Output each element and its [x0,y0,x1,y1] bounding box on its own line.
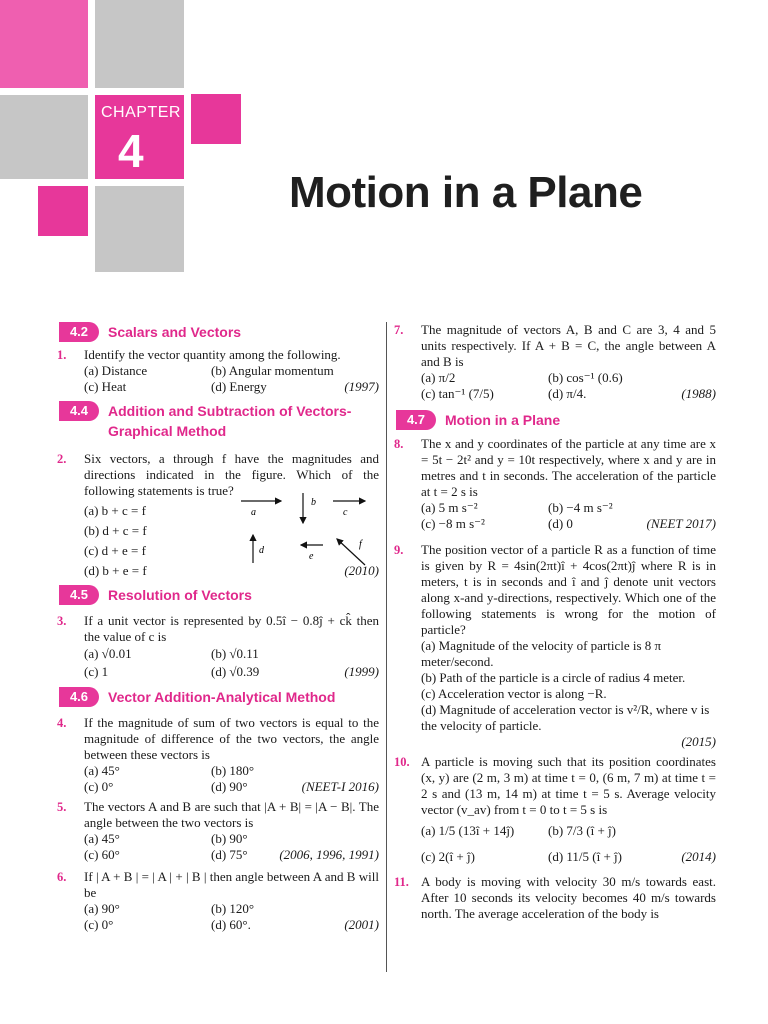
section-number: 4.5 [59,585,99,605]
label-c: c [343,507,348,518]
header-block-grey-top [95,0,184,88]
section-title-line1: Addition and Subtraction of Vectors- [108,403,352,419]
option-d: (d) Magnitude of acceleration vector is v²/R, where v is the velocity of particle. [421,702,710,733]
question-text: Six vectors, a through f have the magnitudes and directions indicated in the figure. Which of the following statements is true? [84,451,379,498]
question-text: If the magnitude of sum of two vectors is equal to the magnitude of difference of the two vectors, the angle between these vectors is [84,715,379,762]
option-c: (c) 2(î + ĵ) [421,849,475,864]
question-text: The vectors A and B are such that |A + B| = |A − B|. The angle between the two vectors is [84,799,379,830]
question-9 [394,542,716,750]
question-7 [394,322,716,402]
option-d: (d) Energy [211,379,267,394]
question-10 [394,754,716,870]
option-c: (c) 0° [84,917,114,932]
year-tag: (2006, 1996, 1991) [279,847,379,862]
option-d: (d) π/4. [548,386,587,401]
option-a: (a) Magnitude of the velocity of particle is 8 π meter/second. [421,638,662,669]
question-number: 5. [57,800,67,814]
question-5 [57,799,379,863]
option-a: (a) 45° [84,831,120,846]
option-c: (c) 1 [84,664,109,679]
year-tag: (NEET-I 2016) [301,779,379,794]
label-b: b [311,497,316,508]
option-d: (d) 90° [211,779,248,794]
question-text: If | A + B | = | A | + | B | then angle between A and B will be [84,869,379,900]
section-number: 4.7 [396,410,436,430]
option-a: (a) √0.01 [84,646,132,661]
label-a: a [251,507,256,518]
option-a: (a) 45° [84,763,120,778]
option-d: (d) b + e = f [84,563,147,578]
question-text: If a unit vector is represented by 0.5î − 0.8ĵ + ck̂ then the value of c is [84,613,379,644]
option-b: (b) 180° [211,763,255,778]
section-title: Resolution of Vectors [108,587,252,603]
year-tag: (1997) [344,379,379,394]
question-3 [57,613,379,681]
section-4-7 [394,410,716,432]
header-block-grey-bottom [95,186,184,272]
question-text: The position vector of a particle R as a function of time is given by R = 4sin(2πt)î + 4cos(2πt)ĵ where R is in meters, t is in seconds and î and ĵ denote unit vectors along x-and y-directions, respectively. Which one of the following statements is wrong for the motion of particle? [421,542,716,637]
header-block-pink-top [0,0,88,88]
option-a: (a) 5 m s⁻² [421,500,478,515]
header-block-pink-bottom [38,186,88,236]
option-c: (c) 0° [84,779,114,794]
question-2 [57,451,379,579]
label-e: e [309,551,314,562]
option-d: (d) √0.39 [211,664,260,679]
option-b: (b) 120° [211,901,255,916]
left-column [57,322,379,937]
question-number: 8. [394,437,404,451]
question-text: A particle is moving such that its position coordinates (x, y) are (2 m, 3 m) at time t = 0, (6 m, 7 m) at time t = 2 s and (13 m, 14 m) at time t = 5 s. Average velocity vector (v_av) from t = 0 to t = 5 s is [421,754,716,817]
right-column [394,322,716,926]
option-d: (d) 60°. [211,917,251,932]
section-number: 4.6 [59,687,99,707]
label-f: f [359,539,362,550]
question-number: 7. [394,323,404,337]
option-b: (b) Angular momentum [211,363,334,378]
section-title-line2: Graphical Method [108,423,227,439]
option-d: (d) 75° [211,847,248,862]
year-tag: (1988) [681,386,716,401]
question-number: 2. [57,452,67,466]
option-c: (c) 60° [84,847,120,862]
option-b: (b) 7/3 (î + ĵ) [548,823,616,838]
question-1 [57,347,379,395]
question-number: 11. [394,875,409,889]
option-a: (a) 90° [84,901,120,916]
section-number: 4.2 [59,322,99,342]
year-tag: (2014) [681,849,716,864]
question-number: 10. [394,755,410,769]
option-c: (c) Acceleration vector is along −R. [421,686,607,701]
question-4 [57,715,379,795]
question-text: The x and y coordinates of the particle at any time are x = 5t − 2t² and y = 10t respectively, where x and y are in metres and t in seconds. The acceleration of the particle at t = 2 s is [421,436,716,499]
section-4-4 [57,401,379,443]
option-b: (b) d + c = f [84,523,147,538]
section-4-2 [57,322,379,344]
year-tag: (2001) [344,917,379,932]
option-c: (c) tan⁻¹ (7/5) [421,386,494,401]
option-a: (a) Distance [84,363,148,378]
year-tag: (NEET 2017) [646,516,716,531]
section-number: 4.4 [59,401,99,421]
question-11 [394,874,716,922]
chapter-number: 4 [118,125,144,177]
label-d: d [259,545,264,556]
question-number: 6. [57,870,67,884]
option-c: (c) −8 m s⁻² [421,516,485,531]
header-block-grey-left [0,95,88,179]
year-tag: (1999) [344,664,379,679]
question-6 [57,869,379,933]
question-text: A body is moving with velocity 30 m/s towards east. After 10 seconds its velocity becomes 40 m/s towards north. The average acceleration of the body is [421,874,716,921]
question-number: 4. [57,716,67,730]
section-4-6 [57,687,379,709]
chapter-label: CHAPTER [101,104,181,121]
header-block-pink-small [191,94,241,144]
year-tag: (2015) [681,734,716,749]
question-number: 3. [57,614,67,628]
option-a: (a) b + c = f [84,503,146,518]
section-title: Vector Addition-Analytical Method [108,689,336,705]
option-b: (b) 90° [211,831,248,846]
option-d: (d) 0 [548,516,573,531]
question-text: Identify the vector quantity among the following. [84,347,341,362]
option-b: (b) cos⁻¹ (0.6) [548,370,623,385]
option-a: (a) π/2 [421,370,456,385]
question-number: 1. [57,348,67,362]
option-b: (b) −4 m s⁻² [548,500,613,515]
year-tag: (2010) [344,563,379,578]
question-text: The magnitude of vectors A, B and C are 3, 4 and 5 units respectively. If A + B = C, the angle between A and B is [421,322,716,369]
vector-figure [225,491,375,571]
question-number: 9. [394,543,404,557]
question-8 [394,436,716,532]
section-title: Scalars and Vectors [108,324,242,340]
option-b: (b) √0.11 [211,646,259,661]
section-title: Motion in a Plane [445,412,561,428]
option-c: (c) Heat [84,379,127,394]
page-title: Motion in a Plane [289,168,643,217]
option-c: (c) d + e = f [84,543,146,558]
option-b: (b) Path of the particle is a circle of radius 4 meter. [421,670,686,685]
column-divider [386,322,387,972]
section-4-5 [57,585,379,607]
option-a: (a) 1/5 (13î + 14ĵ) [421,823,515,838]
option-d: (d) 11/5 (î + ĵ) [548,849,623,864]
